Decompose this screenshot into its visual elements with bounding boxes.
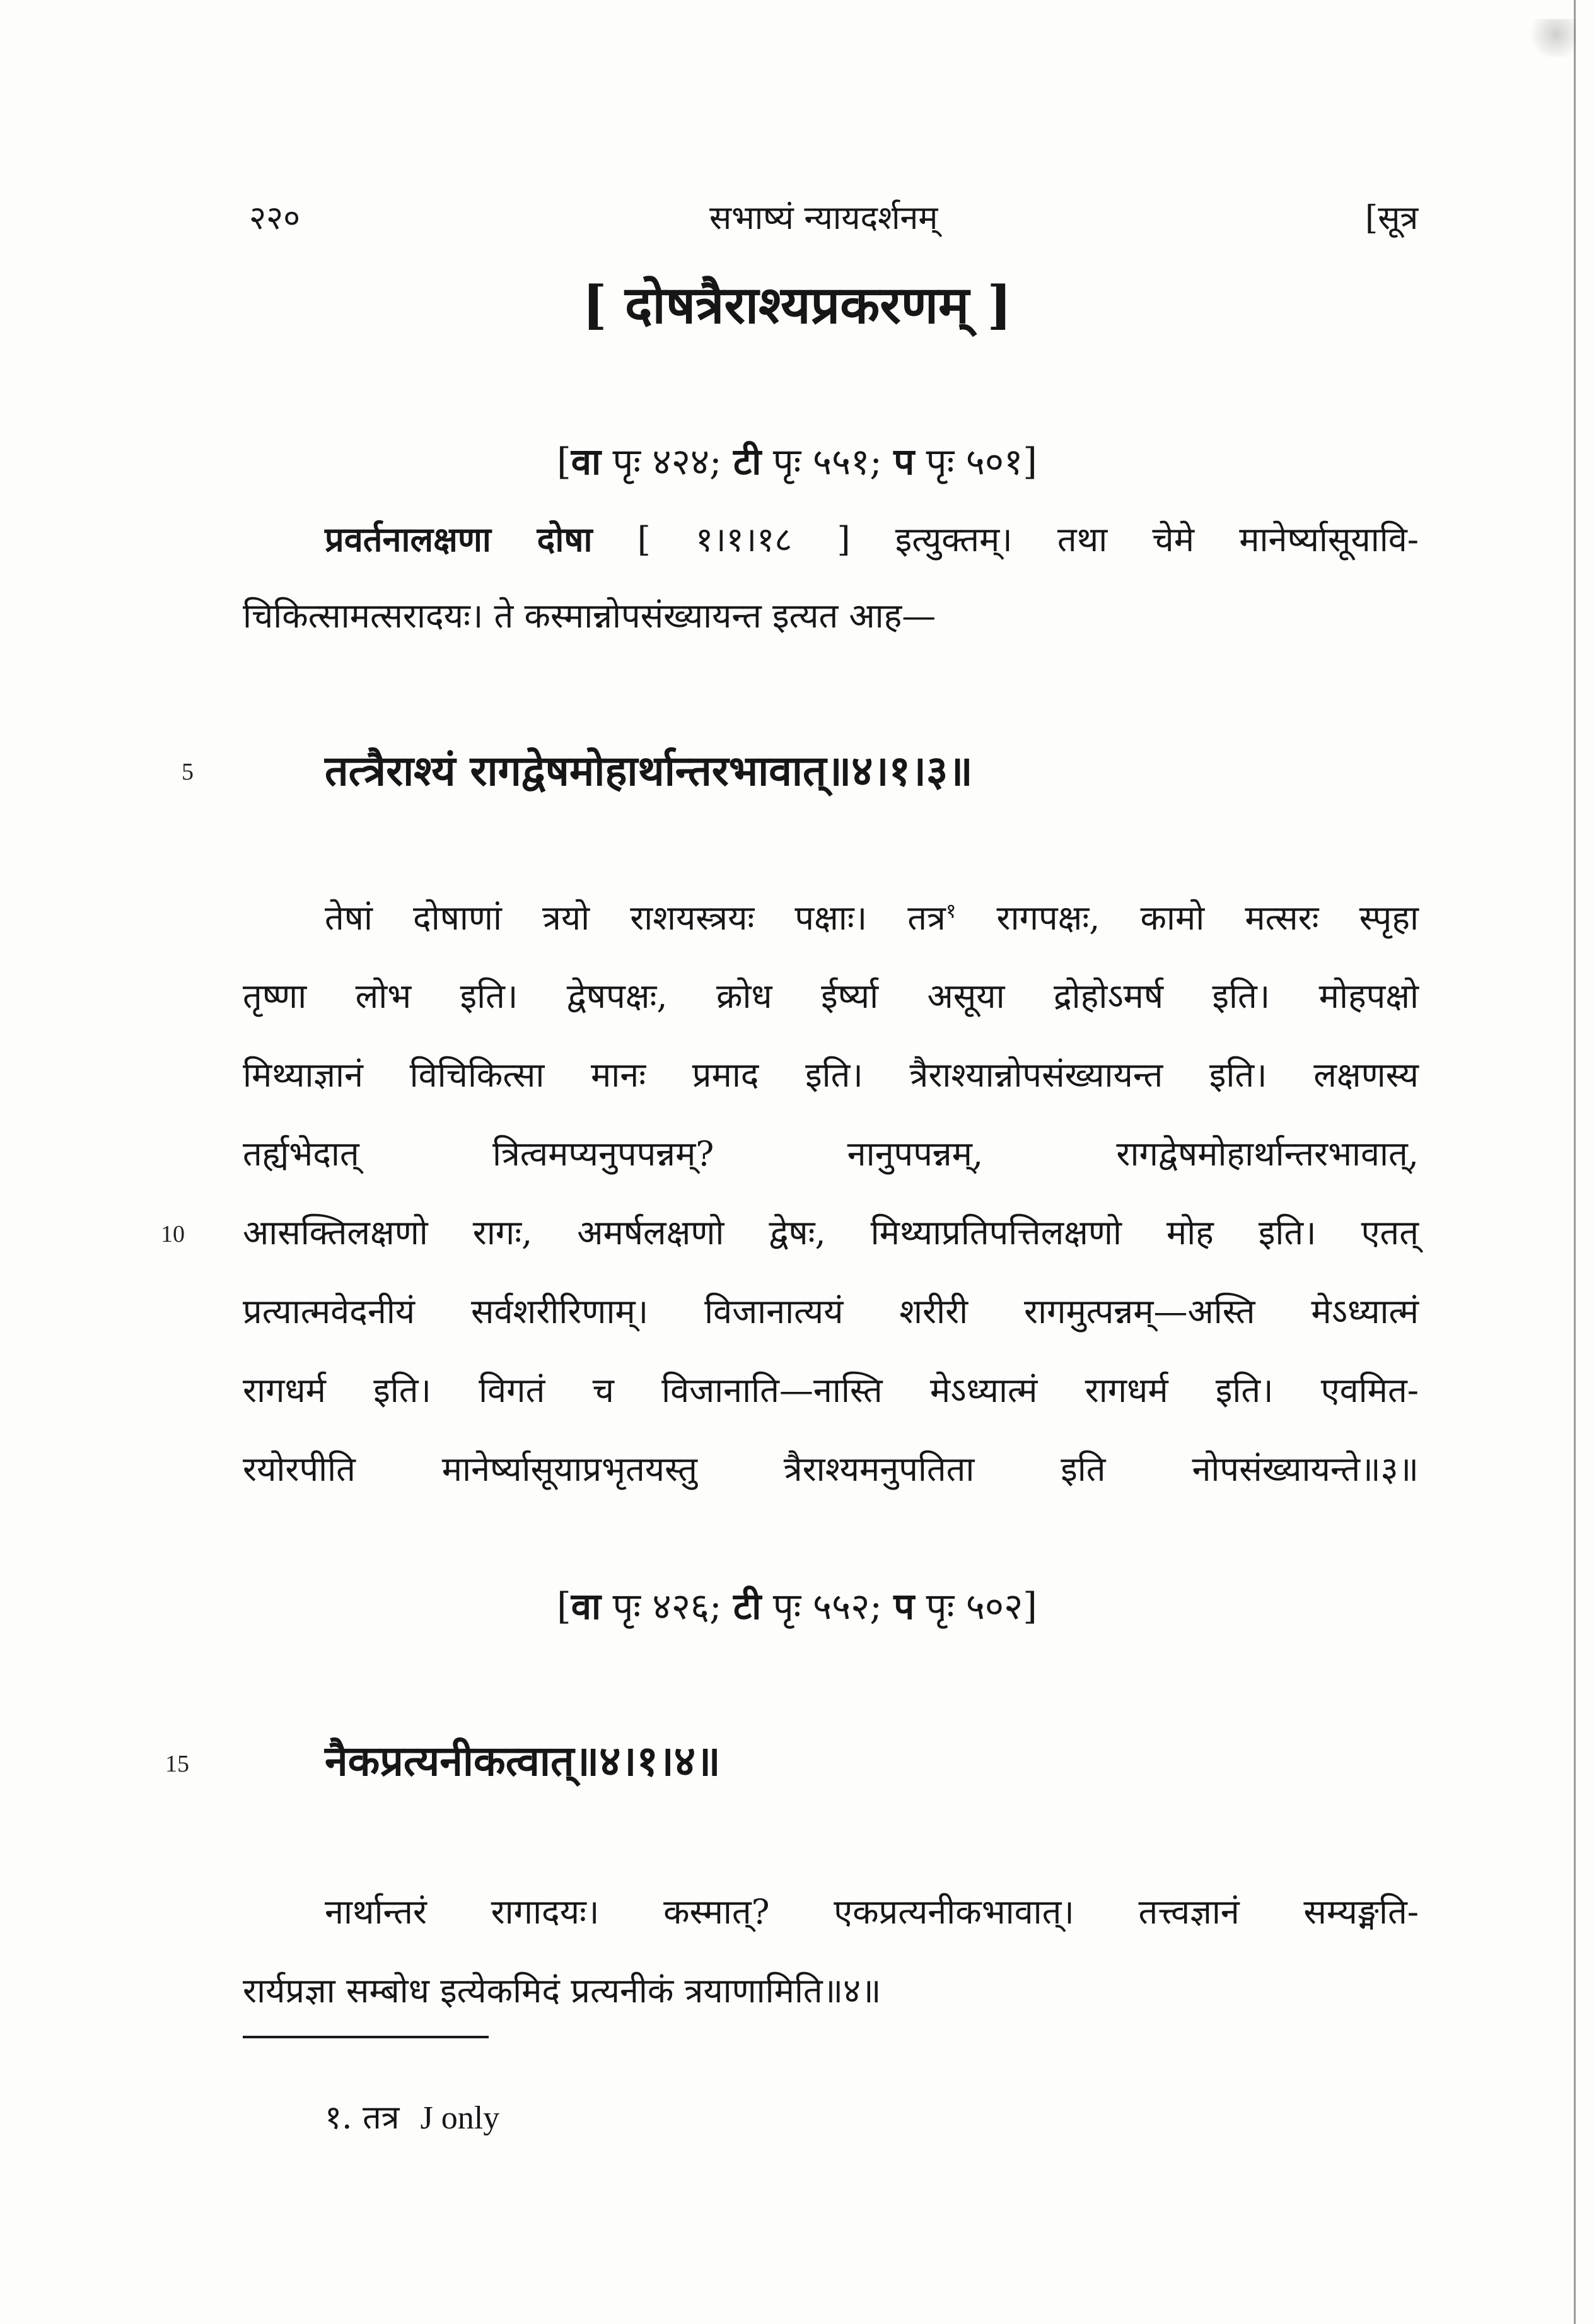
- paragraph-2-line-1-b: रागपक्षः, कामो मत्सरः स्पृहा: [956, 898, 1419, 938]
- paragraph-1-lead: प्रवर्तनालक्षणा दोषा: [325, 519, 593, 559]
- ref-close-bracket: ]: [1023, 440, 1037, 483]
- paragraph-1-line-1: [325, 519, 1419, 559]
- reference-line-1: [0, 435, 1594, 485]
- binding-edge: [1574, 0, 1576, 2324]
- paragraph-2-line-4: तर्ह्यभेदात् त्रित्वमप्यनुपपन्नम्? नानुपपन्नम्, रागद्वेषमोहार्थान्तरभावात्,: [243, 1134, 1419, 1174]
- footnote-marker: १.: [325, 2099, 352, 2137]
- ref-va: वा: [571, 1585, 602, 1628]
- ref-va-page: पृः ४२६;: [601, 1585, 734, 1628]
- sutra-4-1-3: तत्त्रैराश्यं रागद्वेषमोहार्थान्तरभावात्॥४।१।३॥: [325, 746, 973, 795]
- footnote-note: J only: [420, 2100, 500, 2136]
- footnote-word: तत्र: [363, 2099, 400, 2137]
- sutra-4-1-4: नैकप्रत्यनीकत्वात्॥४।१।४॥: [325, 1736, 721, 1785]
- paragraph-2-line-1: [325, 898, 1419, 938]
- ref-va: वा: [571, 440, 602, 483]
- margin-line-number-15: 15: [165, 1751, 189, 1777]
- ref-va-page: पृः ४२४;: [601, 440, 734, 483]
- paragraph-2-line-1-a: तेषां दोषाणां त्रयो राशयस्त्रयः पक्षाः। तत्र: [325, 898, 946, 938]
- paragraph-2-line-7: रागधर्म इति। विगतं च विजानाति—नास्ति मेऽध्यात्मं रागधर्म इति। एवमित-: [243, 1370, 1419, 1410]
- paragraph-2-line-6: प्रत्यात्मवेदनीयं सर्वशरीरिणाम्। विजानात्ययं शरीरी रागमुत्पन्नम्—अस्ति मेऽध्यात्मं: [243, 1292, 1419, 1331]
- paragraph-2-line-5: आसक्तिलक्षणो रागः, अमर्षलक्षणो द्वेषः, मिथ्याप्रतिपत्तिलक्षणो मोह इति। एतत्: [243, 1213, 1419, 1253]
- footnote: [325, 2094, 499, 2139]
- ref-ti: टी: [733, 1585, 762, 1628]
- paragraph-1-line-1-rest: [ १।१।१८ ] इत्युक्तम्। तथा चेमे मानेर्ष्यासूयावि-: [592, 520, 1419, 559]
- section-label: [सूत्र: [1365, 199, 1419, 237]
- paragraph-2-line-2: तृष्णा लोभ इति। द्वेषपक्षः, क्रोध ईर्ष्या असूया द्रोहोऽमर्ष इति। मोहपक्षो: [243, 976, 1419, 1016]
- footnote-rule: [243, 2036, 489, 2038]
- paragraph-2-line-8: रयोरपीति मानेर्ष्यासूयाप्रभृतयस्तु त्रैराश्यमनुपतिता इति नोपसंख्यायन्ते॥३॥: [243, 1449, 1419, 1489]
- ref-pa: प: [893, 440, 915, 483]
- paragraph-1-line-2: चिकित्सामत्सरादयः। ते कस्मान्नोपसंख्यायन्त इत्यत आह—: [243, 596, 936, 636]
- ref-pa-page: पृः ५०२: [914, 1585, 1023, 1628]
- paragraph-3-line-1: नार्थान्तरं रागादयः। कस्मात्? एकप्रत्यनीकभावात्। तत्त्वज्ञानं सम्यङ्मति-: [325, 1892, 1419, 1932]
- paragraph-2-line-3: मिथ्याज्ञानं विचिकित्सा मानः प्रमाद इति। त्रैराश्यान्नोपसंख्यायन्त इति। लक्षणस्य: [243, 1055, 1419, 1095]
- ref-ti: टी: [733, 440, 762, 483]
- ref-pa-page: पृः ५०१: [914, 440, 1023, 483]
- footnote-reference: १: [945, 899, 957, 923]
- margin-line-number-10: 10: [161, 1221, 185, 1247]
- running-title: सभाष्यं न्यायदर्शनम्: [709, 199, 938, 237]
- paragraph-3-line-2: रार्यप्रज्ञा सम्बोध इत्येकमिदं प्रत्यनीकं त्रयाणामिति॥४॥: [243, 1971, 881, 2011]
- ref-close-bracket: ]: [1023, 1585, 1037, 1628]
- ref-pa: प: [893, 1585, 915, 1628]
- ref-ti-page: पृः ५५२;: [761, 1585, 894, 1628]
- reference-line-2: [0, 1580, 1594, 1630]
- margin-line-number-5: 5: [182, 759, 194, 785]
- page-number: २२०: [249, 199, 301, 237]
- section-heading: [ दोषत्रैराश्यप्रकरणम् ]: [582, 275, 1012, 336]
- ref-open-bracket: [: [557, 440, 571, 483]
- ref-open-bracket: [: [557, 1585, 571, 1628]
- scan-speckle: [1526, 19, 1576, 57]
- ref-ti-page: पृः ५५१;: [761, 440, 894, 483]
